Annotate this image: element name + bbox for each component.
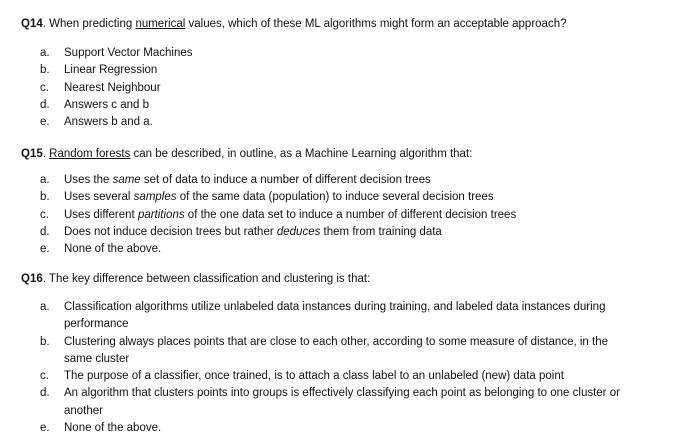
option-text: Nearest Neighbour [64,81,161,94]
option-letter: b. [40,335,50,348]
question-15-options [0,172,676,258]
option-letter: a. [40,301,50,313]
question-14-option-d [0,97,624,114]
option-text-pre: None of the above. [64,243,162,256]
question-14-option-c [0,80,624,97]
question-16-number: Q16 [21,273,43,285]
option-text-post: of the same data (population) to induce several decision trees [176,191,494,204]
question-14-option-a [0,45,624,62]
option-letter: b. [40,64,50,77]
question-15-option-d [0,224,624,241]
question-15-option-a [0,172,624,189]
question-14-text-after: values, which of these ML algorithms might form an acceptable approach? [185,18,567,30]
question-14-option-b [0,62,624,79]
option-text-pre: Uses the [64,174,113,186]
option-text-emphasis: deduces [276,225,321,238]
option-letter: c. [40,208,49,221]
option-text: Clustering always places points that are close to each other, according to some measure of distance, in the same cluster [64,335,608,365]
question-16-option-a [0,299,624,334]
question-15-option-e [0,241,624,258]
option-letter: a. [40,174,50,186]
question-16-options [0,299,676,437]
question-16-text: . The key difference between classification and clustering is that: [42,273,371,285]
question-14 [21,17,661,32]
option-letter: e. [40,422,50,435]
option-letter: b. [40,191,50,204]
option-letter: d. [40,387,50,400]
option-text-pre: Does not induce decision trees but rather [64,225,277,238]
option-text: Classification algorithms utilize unlabeled data instances during training, and labeled data instances during performance [64,301,606,331]
option-text-post: them from training data [320,225,442,238]
option-letter: e. [40,116,50,129]
option-text-post: set of data to induce a number of different decision trees [140,174,431,186]
option-text-emphasis: partitions [137,208,185,221]
question-15-option-b [0,189,624,206]
option-text-emphasis: same [112,174,141,186]
question-14-underlined-term: numerical [135,18,186,30]
question-15-text-before: . [42,148,50,160]
question-16 [21,272,661,287]
option-text-post: of the one data set to induce a number of different decision trees [184,208,517,221]
question-16-option-e [0,420,624,437]
option-letter: c. [40,370,49,383]
question-15-underlined-term: Random forests [49,148,131,160]
question-16-option-c [0,368,624,385]
question-14-options [0,45,676,131]
option-text: None of the above. [64,422,162,435]
option-letter: a. [40,47,50,59]
option-text-pre: Uses different [64,208,138,221]
option-text-emphasis: samples [133,191,177,204]
option-letter: c. [40,81,49,94]
question-15-text-after: can be described, in outline, as a Machine Learning algorithm that: [130,148,473,160]
option-text-pre: Uses several [64,191,134,204]
question-15 [21,147,661,162]
question-14-text-before: . When predicting [42,18,136,30]
question-15-option-c [0,207,624,224]
question-16-option-d [0,385,624,420]
option-text: Answers c and b [64,98,150,111]
question-14-number: Q14 [21,18,43,30]
option-text: Linear Regression [64,64,158,77]
option-letter: d. [40,225,50,238]
option-text: Answers b and a. [64,116,153,129]
question-16-option-b [0,334,624,369]
question-15-number: Q15 [21,148,43,160]
option-letter: d. [40,98,50,111]
option-letter: e. [40,243,50,256]
option-text: Support Vector Machines [64,47,193,59]
question-14-option-e [0,114,624,131]
option-text: An algorithm that clusters points into groups is effectively classifying each point as belonging to one cluster or another [64,387,620,417]
option-text: The purpose of a classifier, once trained, is to attach a class label to an unlabeled (new) data point [64,370,564,383]
